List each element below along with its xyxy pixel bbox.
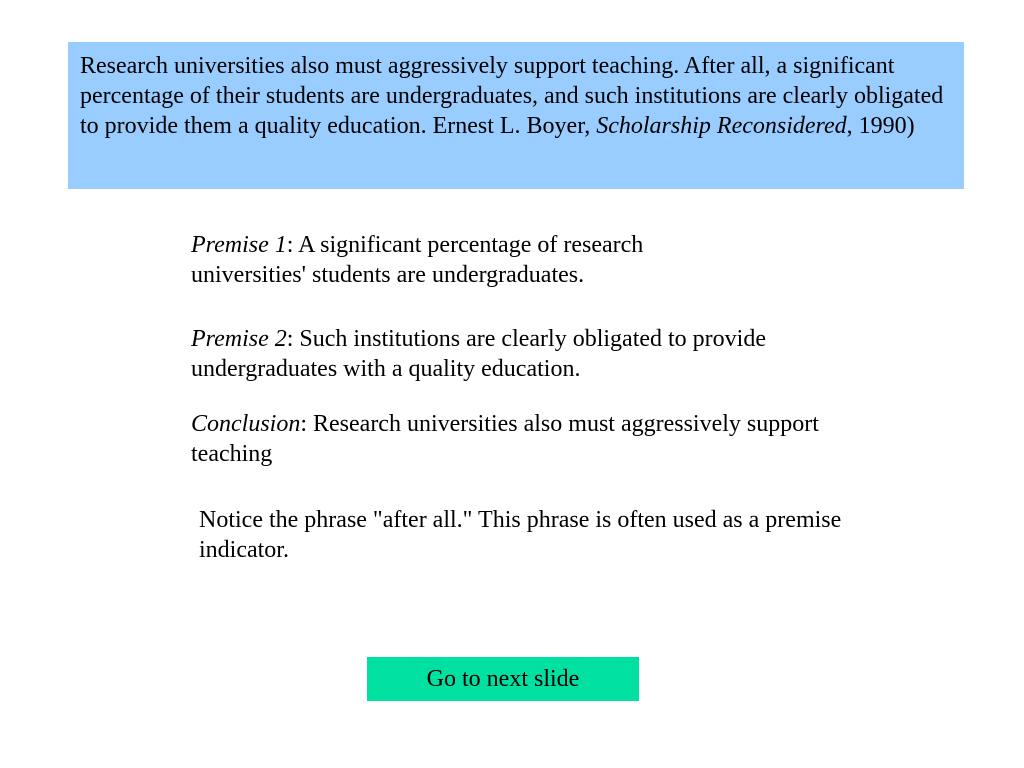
premise-2-text: : Such institutions are clearly obligated to provide undergraduates with a quality education. <box>191 326 766 382</box>
conclusion-text: : Research universities also must aggressively support teaching <box>191 411 819 467</box>
premise-1 <box>191 230 751 290</box>
quote-box <box>68 42 964 189</box>
quote-text: Research universities also must aggressively support teaching. After all, a significant percentage of their students are undergraduates, and such institutions are clearly obligated to provide them a quality education. Ernest L. Boyer, <box>80 53 944 139</box>
next-slide-button[interactable]: Go to next slide <box>367 657 639 701</box>
premise-2 <box>191 324 891 384</box>
premise-1-label: Premise 1 <box>191 232 287 258</box>
conclusion <box>191 409 871 469</box>
conclusion-label: Conclusion <box>191 411 301 437</box>
quote-source-title: Scholarship Reconsidered <box>596 113 847 139</box>
premise-1-text: : A significant percentage of research universities' students are undergraduates. <box>191 232 644 288</box>
premise-2-label: Premise 2 <box>191 326 287 352</box>
quote-source-tail: , 1990) <box>846 113 915 139</box>
notice-text: Notice the phrase "after all." This phrase is often used as a premise indicator. <box>199 507 842 563</box>
